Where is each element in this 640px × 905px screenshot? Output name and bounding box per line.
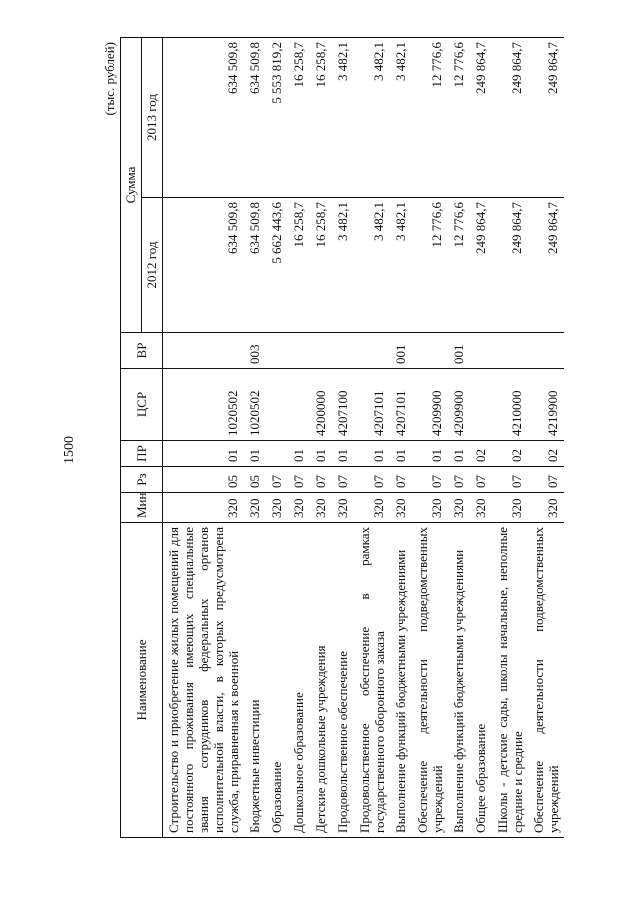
rotated-table-block xyxy=(100,38,560,838)
row-vr xyxy=(354,333,390,369)
row-rz: 07 xyxy=(412,467,448,493)
row-min: 320 xyxy=(163,493,245,523)
row-amount-2013: 5 553 819,2 xyxy=(266,38,288,198)
row-vr xyxy=(332,333,354,369)
row-amount-2012: 16 258,7 xyxy=(288,198,310,333)
table-row xyxy=(390,38,412,838)
row-amount-2012: 12 776,6 xyxy=(448,198,470,333)
row-amount-2013: 16 258,7 xyxy=(310,38,332,198)
row-csr: 4209900 xyxy=(412,369,448,441)
row-csr: 4200000 xyxy=(310,369,332,441)
row-min: 320 xyxy=(528,493,564,523)
row-name: Продовольственное обеспечение xyxy=(332,523,354,838)
header-rz: Рз xyxy=(121,467,163,493)
row-pr: 02 xyxy=(492,441,528,467)
row-rz: 07 xyxy=(354,467,390,493)
header-min: Мин xyxy=(121,493,163,523)
row-amount-2012: 3 482,1 xyxy=(332,198,354,333)
table-row xyxy=(492,38,528,838)
row-amount-2012: 16 258,7 xyxy=(310,198,332,333)
table-row xyxy=(412,38,448,838)
row-rz: 07 xyxy=(492,467,528,493)
row-name: Образование xyxy=(266,523,288,838)
row-vr: 001 xyxy=(448,333,470,369)
header-pr: ПР xyxy=(121,441,163,467)
row-vr: 003 xyxy=(244,333,266,369)
table-row xyxy=(528,38,564,838)
row-vr xyxy=(470,333,492,369)
row-amount-2013: 16 258,7 xyxy=(288,38,310,198)
row-csr: 1020502 xyxy=(163,369,245,441)
row-csr xyxy=(266,369,288,441)
row-pr: 02 xyxy=(470,441,492,467)
row-min: 320 xyxy=(448,493,470,523)
row-pr xyxy=(266,441,288,467)
row-vr xyxy=(266,333,288,369)
row-amount-2013: 249 864,7 xyxy=(528,38,564,198)
header-name: Наименование xyxy=(121,523,163,838)
row-csr xyxy=(288,369,310,441)
row-amount-2012: 12 776,6 xyxy=(412,198,448,333)
row-csr: 4207100 xyxy=(332,369,354,441)
header-vr: ВР xyxy=(121,333,163,369)
row-vr xyxy=(163,333,245,369)
row-amount-2012: 5 662 443,6 xyxy=(266,198,288,333)
row-rz: 07 xyxy=(266,467,288,493)
row-rz: 07 xyxy=(448,467,470,493)
row-pr: 02 xyxy=(528,441,564,467)
row-min: 320 xyxy=(412,493,448,523)
row-amount-2012: 249 864,7 xyxy=(528,198,564,333)
row-name: Выполнение функций бюджетными учреждениями xyxy=(390,523,412,838)
row-amount-2013: 249 864,7 xyxy=(470,38,492,198)
row-amount-2012: 3 482,1 xyxy=(390,198,412,333)
row-name: Обеспечение деятельности подведомственных учреждений xyxy=(528,523,564,838)
row-rz: 07 xyxy=(390,467,412,493)
table-row xyxy=(288,38,310,838)
table-row xyxy=(163,38,245,838)
row-vr xyxy=(528,333,564,369)
row-name: Строительство и приобретение жилых помещений для постоянного проживания имеющих специальные звания сотрудников федеральных органов исполнительной власти, в которых предусмотрена служба, приравненная к военной xyxy=(163,523,245,838)
row-rz: 07 xyxy=(288,467,310,493)
row-name: Продовольственное обеспечение в рамках государственного оборонного заказа xyxy=(354,523,390,838)
row-pr: 01 xyxy=(448,441,470,467)
row-name: Бюджетные инвестиции xyxy=(244,523,266,838)
row-vr xyxy=(288,333,310,369)
units-caption: (тыс. рублей) xyxy=(102,42,117,116)
row-amount-2013: 634 509,8 xyxy=(163,38,245,198)
row-amount-2013: 3 482,1 xyxy=(354,38,390,198)
row-pr: 01 xyxy=(310,441,332,467)
header-year-2013: 2013 год xyxy=(142,38,163,198)
table-row xyxy=(332,38,354,838)
row-rz: 05 xyxy=(163,467,245,493)
row-amount-2012: 3 482,1 xyxy=(354,198,390,333)
row-min: 320 xyxy=(390,493,412,523)
row-min: 320 xyxy=(266,493,288,523)
table-row xyxy=(244,38,266,838)
row-min: 320 xyxy=(244,493,266,523)
row-pr: 01 xyxy=(288,441,310,467)
budget-table xyxy=(120,37,564,838)
row-amount-2012: 249 864,7 xyxy=(470,198,492,333)
row-name: Дошкольное образование xyxy=(288,523,310,838)
row-vr: 001 xyxy=(390,333,412,369)
row-vr xyxy=(412,333,448,369)
row-name: Детские дошкольные учреждения xyxy=(310,523,332,838)
row-vr xyxy=(310,333,332,369)
table-body xyxy=(163,38,565,838)
row-amount-2012: 249 864,7 xyxy=(492,198,528,333)
row-min: 320 xyxy=(288,493,310,523)
row-vr xyxy=(492,333,528,369)
row-name: Школы - детские сады, школы начальные, неполные средние и средние xyxy=(492,523,528,838)
row-amount-2013: 634 509,8 xyxy=(244,38,266,198)
row-rz: 07 xyxy=(470,467,492,493)
row-pr: 01 xyxy=(390,441,412,467)
row-csr: 4207101 xyxy=(390,369,412,441)
row-name: Выполнение функций бюджетными учреждениями xyxy=(448,523,470,838)
row-min: 320 xyxy=(492,493,528,523)
table-row xyxy=(470,38,492,838)
table-header xyxy=(121,38,163,838)
row-pr: 01 xyxy=(163,441,245,467)
page-number: 1500 xyxy=(62,436,77,464)
table-row xyxy=(310,38,332,838)
table-row xyxy=(448,38,470,838)
row-amount-2013: 249 864,7 xyxy=(492,38,528,198)
row-amount-2012: 634 509,8 xyxy=(163,198,245,333)
row-rz: 07 xyxy=(310,467,332,493)
row-rz: 07 xyxy=(332,467,354,493)
row-csr: 1020502 xyxy=(244,369,266,441)
header-year-2012: 2012 год xyxy=(142,198,163,333)
row-name: Обеспечение деятельности подведомственных учреждений xyxy=(412,523,448,838)
row-min: 320 xyxy=(470,493,492,523)
header-amount: Сумма xyxy=(121,38,142,333)
row-amount-2013: 3 482,1 xyxy=(332,38,354,198)
row-csr xyxy=(470,369,492,441)
row-csr: 4209900 xyxy=(448,369,470,441)
row-min: 320 xyxy=(310,493,332,523)
row-rz: 05 xyxy=(244,467,266,493)
header-csr: ЦСР xyxy=(121,369,163,441)
table-row xyxy=(354,38,390,838)
row-rz: 07 xyxy=(528,467,564,493)
row-pr: 01 xyxy=(412,441,448,467)
row-amount-2013: 3 482,1 xyxy=(390,38,412,198)
row-pr: 01 xyxy=(354,441,390,467)
table-row xyxy=(266,38,288,838)
row-amount-2012: 634 509,8 xyxy=(244,198,266,333)
row-min: 320 xyxy=(332,493,354,523)
row-pr: 01 xyxy=(244,441,266,467)
row-pr: 01 xyxy=(332,441,354,467)
row-csr: 4210000 xyxy=(492,369,528,441)
row-amount-2013: 12 776,6 xyxy=(448,38,470,198)
row-csr: 4207101 xyxy=(354,369,390,441)
row-min: 320 xyxy=(354,493,390,523)
row-name: Общее образование xyxy=(470,523,492,838)
row-amount-2013: 12 776,6 xyxy=(412,38,448,198)
row-csr: 4219900 xyxy=(528,369,564,441)
